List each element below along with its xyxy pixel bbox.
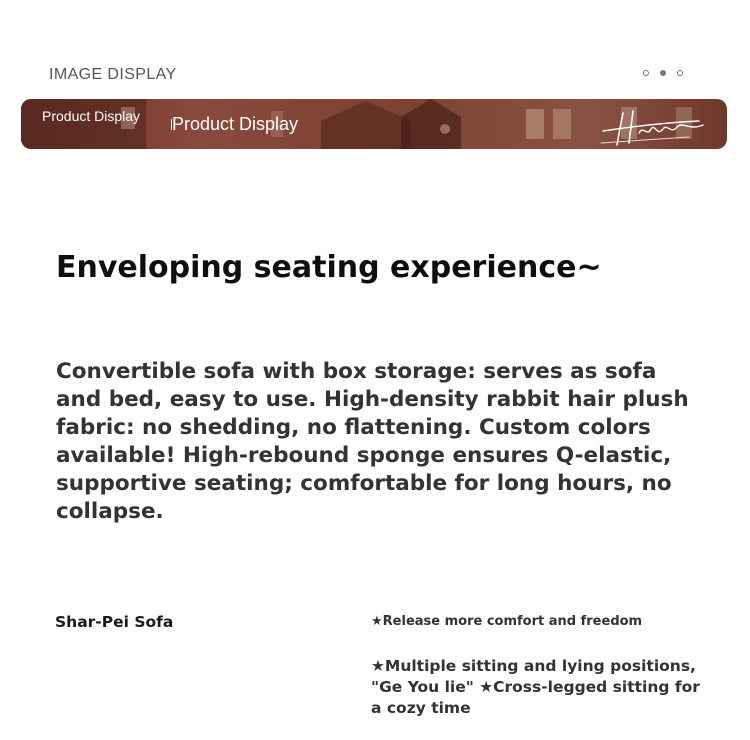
carousel-dot[interactable] (643, 70, 649, 76)
section-label: IMAGE DISPLAY (49, 66, 177, 83)
banner-small-label: Product Display (42, 108, 141, 124)
product-name: Shar-Pei Sofa (55, 613, 174, 631)
banner-title: Product Display (172, 114, 299, 134)
product-display-banner (21, 99, 727, 149)
signature-icon (599, 107, 719, 147)
feature-text: ★Release more comfort and freedom (371, 614, 643, 629)
headline: Enveloping seating experience~ (56, 250, 602, 285)
feature-text: ★Multiple sitting and lying positions, "Ge You lie" ★Cross-legged sitting for a cozy time (371, 657, 700, 717)
carousel-dot[interactable] (677, 70, 683, 76)
carousel-indicator (643, 70, 683, 76)
product-description: Convertible sofa with box storage: serves as sofa and bed, easy to use. High-density rabbit hair plush fabric: no shedding, no flattening. Custom colors available! High-rebound sponge ensures Q-elastic, supportive seating; comfortable for long hours, no collapse. (56, 359, 689, 524)
carousel-dot-active[interactable] (660, 70, 666, 76)
